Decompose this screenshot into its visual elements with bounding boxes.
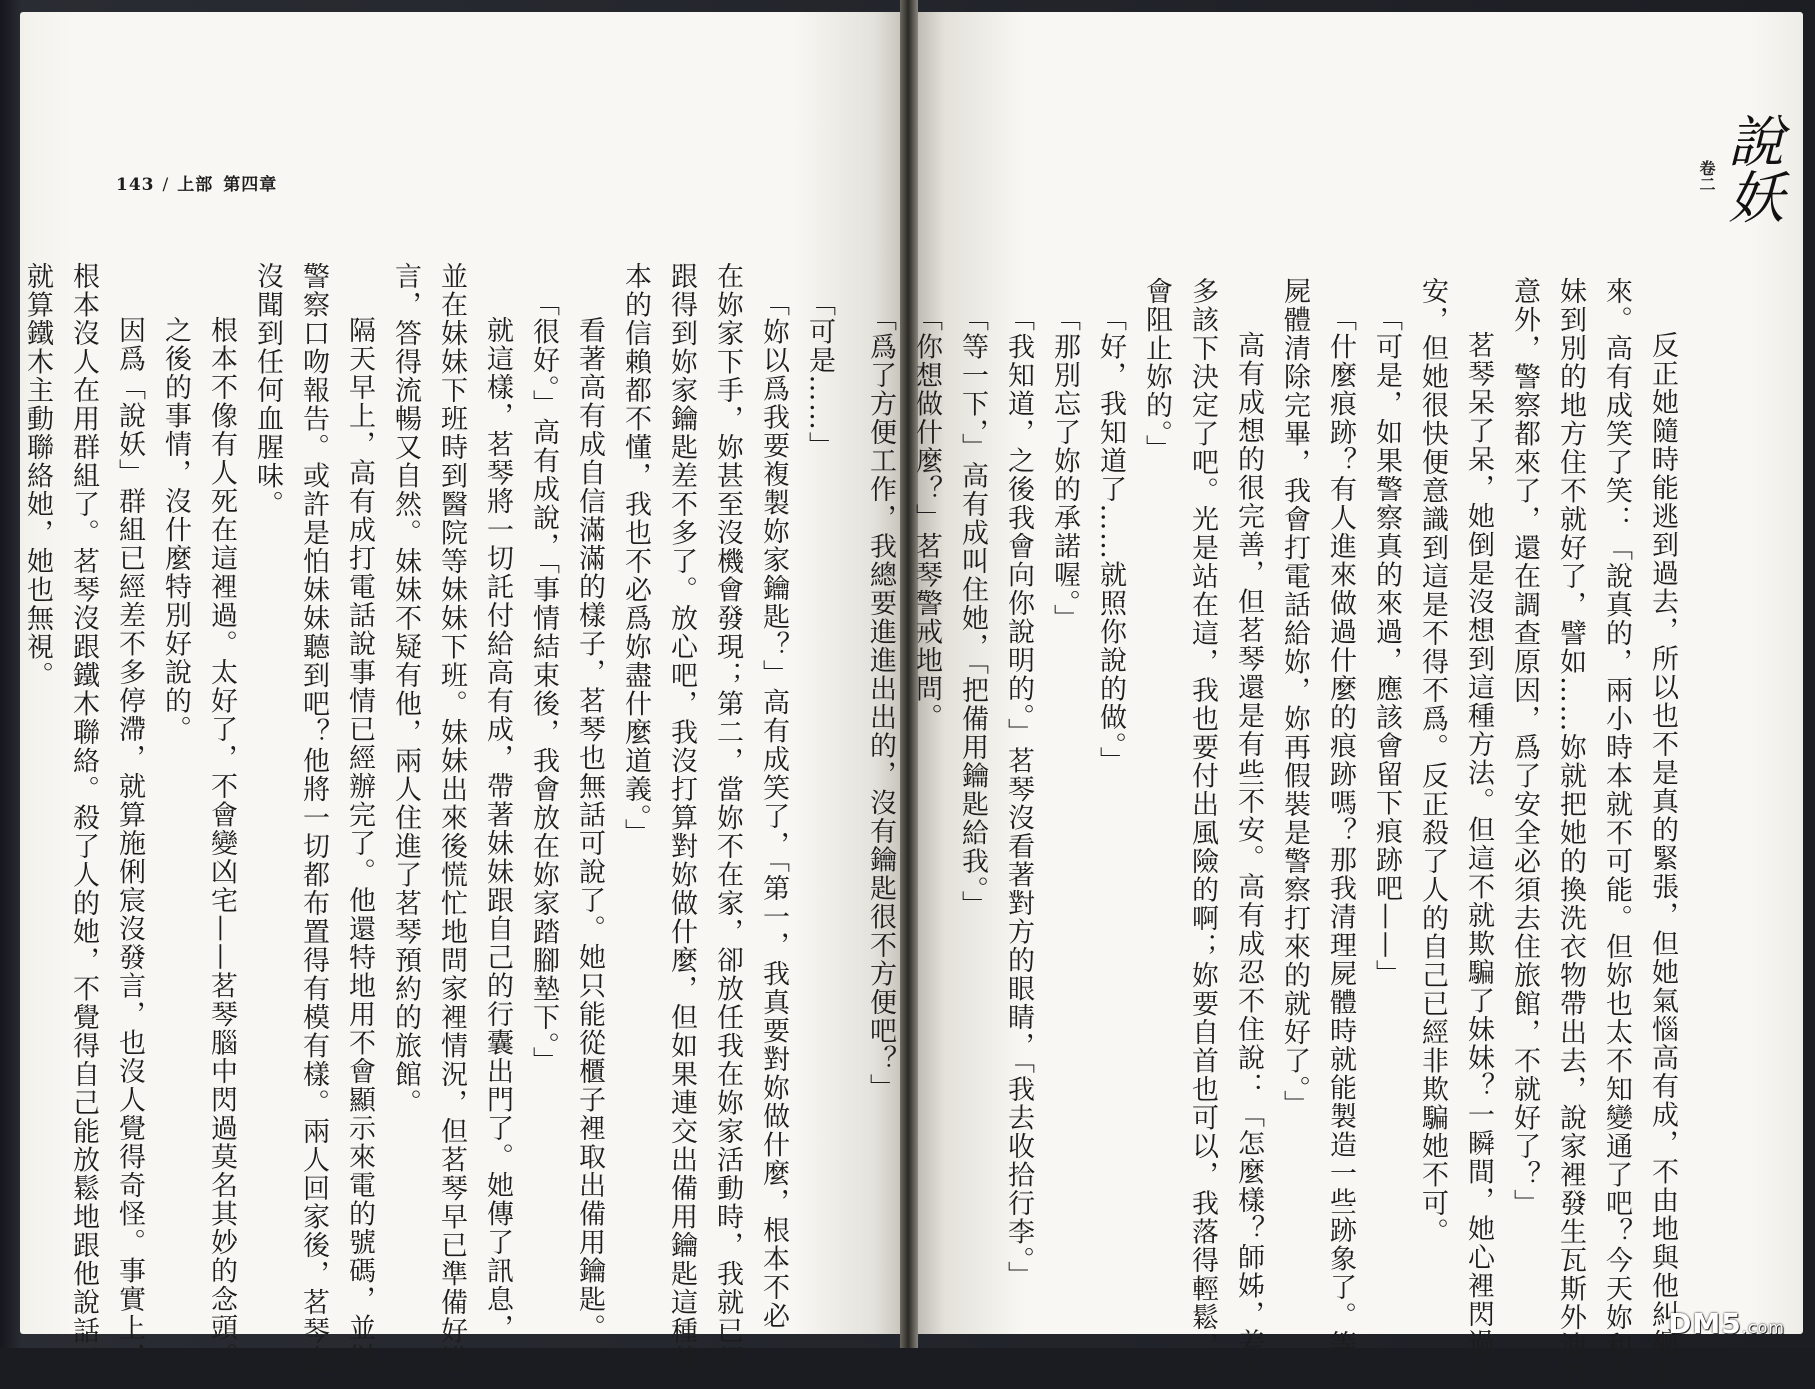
text-line: 來。高有成笑了笑：「說真的，兩小時本就不可能。但妳也太不知變通了吧？今天妳和令 xyxy=(1601,277,1632,1389)
text-line: 高有成想的很完善，但茗琴還是有些不安。高有成忍不住說：「怎麼樣？師姊，差不 xyxy=(1233,331,1264,1386)
text-line: 言，答得流暢又自然。妹妹不疑有他，兩人住進了茗琴預約的旅館。 xyxy=(390,262,421,1117)
text-line: 茗琴呆了呆，她倒是沒想到這種方法。但這不就欺騙了妹妹？一瞬間，她心裡閃過不 xyxy=(1463,331,1494,1386)
text-line: 「那別忘了妳的承諾喔。」 xyxy=(1049,304,1080,633)
text-line: 「我知道，之後我會向你說明的。」茗琴沒看著對方的眼睛，「我去收拾行李。」 xyxy=(1003,304,1034,1290)
text-line: 就算鐵木主動聯絡她，她也無視。 xyxy=(22,262,53,690)
text-line: 本的信賴都不懂，我也不必爲妳盡什麼道義。」 xyxy=(620,262,651,847)
text-line: 「妳以爲我要複製妳家鑰匙？」高有成笑了，「第一，我真要對妳做什麼，根本不必 xyxy=(758,289,789,1330)
text-line: 根本沒人在用群組了。茗琴沒跟鐵木聯絡。殺了人的她，不覺得自己能放鬆地跟他說話， xyxy=(68,262,99,1374)
text-line: 沒聞到任何血腥味。 xyxy=(252,262,283,519)
header-separator: / xyxy=(162,175,170,195)
text-line: 「好，我知道了……就照你說的做。」 xyxy=(1095,304,1126,775)
text-line: 隔天早上，高有成打電話說事情已經辦完了。他還特地用不會顯示來電的號碼，並以 xyxy=(344,316,375,1371)
text-line: 反正她隨時能逃到過去，所以也不是真的緊張，但她氣惱高有成，不由地與他糾纏起 xyxy=(1647,331,1678,1386)
left-page xyxy=(20,12,900,1374)
text-line: 「你想做什麼？」茗琴警戒地問。 xyxy=(911,304,942,732)
logo-title: 說妖 xyxy=(1719,112,1784,224)
chapter-label: 第四章 xyxy=(223,175,278,195)
text-line: 妹到別的地方住不就好了，譬如……妳就把她的換洗衣物帶出去，說家裡發生瓦斯外洩的 xyxy=(1555,277,1586,1389)
text-line: 會阻止妳的。」 xyxy=(1141,277,1172,463)
text-line: 「很好。」高有成說，「事情結束後，我會放在妳家踏腳墊下。」 xyxy=(528,289,559,1075)
text-line: 多該下決定了吧。光是站在這，我也要付出風險的啊；妳要自首也可以，我落得輕鬆，不 xyxy=(1187,277,1218,1389)
text-line: 安，但她很快便意識到這是不得不爲。反正殺了人的自己已經非欺騙她不可。 xyxy=(1417,277,1448,1246)
text-line: 就這樣，茗琴將一切託付給高有成，帶著妹妹跟自己的行囊出門了。她傳了訊息， xyxy=(482,316,513,1342)
text-line: 根本不像有人死在這裡過。太好了，不會變凶宅——茗琴腦中閃過莫名其妙的念頭。 xyxy=(206,316,237,1371)
text-line: 看著高有成自信滿滿的樣子，茗琴也無話可說了。她只能從櫃子裡取出備用鑰匙。 xyxy=(574,316,605,1342)
text-line: 之後的事情，沒什麼特別好說的。 xyxy=(160,316,191,744)
watermark-brand: DM5 xyxy=(1668,1307,1742,1340)
site-watermark xyxy=(1668,1307,1785,1340)
watermark-suffix: .com xyxy=(1741,1318,1785,1337)
text-line: 屍體清除完畢，我會打電話給妳，妳再假裝是警察打來的就好了。」 xyxy=(1279,277,1310,1119)
right-page xyxy=(865,12,1803,1389)
text-line: 「什麼痕跡？有人進來做過什麼的痕跡嗎？那我清理屍體時就能製造一些跡象了。等 xyxy=(1325,304,1356,1359)
text-line: 並在妹妹下班時到醫院等妹妹下班。妹妹出來後慌忙地問家裡情況，但茗琴早已準備好謊 xyxy=(436,262,467,1374)
text-line: 「等一下，」高有成叫住她，「把備用鑰匙給我。」 xyxy=(957,304,988,919)
text-line: 在妳家下手，妳甚至沒機會發現；第二，當妳不在家，卻放任我在妳家活動時，我就已經 xyxy=(712,262,743,1374)
left-body-text xyxy=(14,262,842,1374)
text-line: 意外，警察都來了，還在調查原因，爲了安全必須去住旅館，不就好了？」 xyxy=(1509,277,1540,1218)
text-line: 跟得到妳家鑰匙差不多了。放心吧，我沒打算對妳做什麼，但如果連交出備用鑰匙這種基 xyxy=(666,262,697,1374)
text-line: 警察口吻報告。或許是怕妹妹聽到吧？他將一切都布置得有模有樣。兩人回家後，茗琴也 xyxy=(298,262,329,1374)
text-line: 「可是……」 xyxy=(804,289,835,460)
right-body-text xyxy=(857,277,1685,1389)
page-number: 143 xyxy=(116,175,155,195)
text-line: 「可是，如果警察真的來過，應該會留下痕跡吧——」 xyxy=(1371,304,1402,988)
volume-mark: 卷二 xyxy=(1697,160,1716,192)
text-line: 「爲了方便工作，我總要進進出出的，沒有鑰匙很不方便吧？」 xyxy=(865,304,896,1102)
text-line: 因爲「說妖」群組已經差不多停滯，就算施俐宸沒發言，也沒人覺得奇怪。事實上， xyxy=(114,316,145,1371)
running-header xyxy=(116,170,277,195)
part-label: 上部 xyxy=(177,175,214,195)
series-logo xyxy=(1691,112,1784,252)
